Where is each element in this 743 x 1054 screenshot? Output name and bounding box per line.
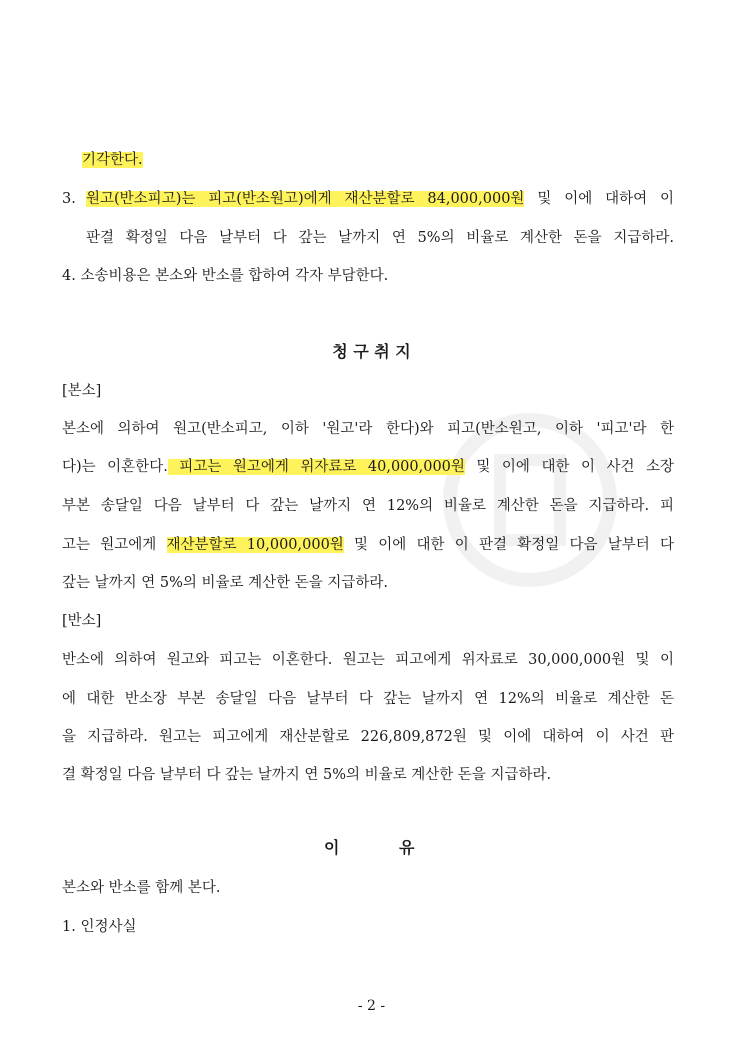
order-item-4: 4. 소송비용은 본소와 반소를 합하여 각자 부담한다. (62, 268, 389, 284)
bonso-line-2 (62, 457, 674, 477)
bonso-line-3: 부본 송달일 다음 날부터 다 갚는 날까지 연 12%의 비율로 계산한 돈을 지급하라. 피 (62, 498, 674, 514)
highlight: 피고는 원고에게 위자료로 40,000,000원 (167, 459, 465, 475)
highlight: 재산분할로 10,000,000원 (166, 537, 344, 553)
text-span: 다)는 이혼한다. (62, 459, 168, 475)
banso-line-2: 에 대한 반소장 부본 송달일 다음 날부터 다 갚는 날까지 연 12%의 비율로 계산한 돈 (62, 691, 674, 707)
continued-text (82, 150, 143, 170)
text-span: 고는 원고에게 (62, 537, 167, 553)
order-item-3-line-2: 판결 확정일 다음 날부터 다 갚는 날까지 연 5%의 비율로 계산한 돈을 지급하라. (86, 230, 674, 246)
section-heading-reason-b: 유 (399, 838, 415, 857)
fact-finding-heading: 1. 인정사실 (62, 919, 137, 935)
page-number: - 2 - (357, 998, 386, 1014)
item-text (86, 189, 674, 209)
text-span: 및 이에 대한 이 판결 확정일 다음 날부터 다 (343, 537, 675, 553)
banso-label: [반소] (62, 613, 102, 629)
reason-intro: 본소와 반소를 함께 본다. (62, 880, 221, 896)
highlight: 기각한다. (82, 152, 143, 168)
text-span: 및 이에 대하여 이 (524, 191, 674, 207)
text-span: 및 이에 대한 이 사건 소장 (464, 459, 674, 475)
bonso-line-5: 갚는 날까지 연 5%의 비율로 계산한 돈을 지급하라. (62, 575, 389, 591)
highlight: 원고(반소피고)는 피고(반소원고)에게 재산분할로 84,000,000원 (86, 191, 525, 207)
section-heading-reason-a: 이 (324, 838, 340, 857)
section-heading-claim: 청 구 취 지 (332, 342, 411, 361)
bonso-line-4 (62, 535, 674, 555)
item-number: 3. (62, 191, 76, 207)
bonso-line-1: 본소에 의하여 원고(반소피고, 이하 '원고'라 한다)와 피고(반소원고, 이하 '피고'라 한 (62, 421, 674, 437)
banso-line-1: 반소에 의하여 원고와 피고는 이혼한다. 원고는 피고에게 위자료로 30,000,000원 및 이 (62, 652, 674, 668)
bonso-label: [본소] (62, 383, 102, 399)
order-item-3 (62, 189, 674, 209)
banso-line-3: 을 지급하라. 원고는 피고에게 재산분할로 226,809,872원 및 이에 대하여 이 사건 판 (62, 729, 674, 745)
banso-line-4: 결 확정일 다음 날부터 다 갚는 날까지 연 5%의 비율로 계산한 돈을 지급하라. (62, 767, 552, 783)
